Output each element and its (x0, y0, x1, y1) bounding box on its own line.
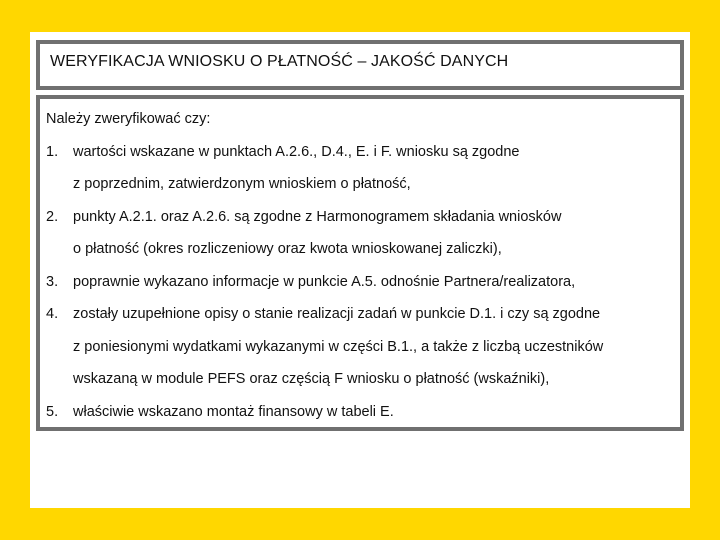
list-item-line: punkty A.2.1. oraz A.2.6. są zgodne z Harmonogramem składania wniosków (73, 208, 562, 225)
list-item-line: poprawnie wykazano informacje w punkcie A.5. odnośnie Partnera/realizatora, (73, 273, 576, 290)
list-item-line: z poniesionymi wydatkami wykazanymi w części B.1., a także z liczbą uczestników (73, 338, 604, 355)
list-item-line: o płatność (okres rozliczeniowy oraz kwota wnioskowanej zaliczki), (73, 241, 502, 257)
list-item-line: wskazaną w module PEFS oraz częścią F wniosku o płatność (wskaźniki), (73, 371, 550, 387)
list-item (46, 201, 676, 266)
list-item (46, 136, 676, 201)
list-item-number: 1. (46, 143, 59, 160)
intro-text: Należy zweryfikować czy: (46, 111, 211, 127)
title-box (36, 40, 684, 90)
list-item-line: właściwie wskazano montaż finansowy w tabeli E. (73, 403, 394, 420)
list-item-line: zostały uzupełnione opisy o stanie realizacji zadań w punkcie D.1. i czy są zgodne (73, 306, 601, 322)
list-item (46, 266, 676, 299)
list-item (46, 396, 676, 429)
list-item (46, 298, 676, 396)
list-item-number: 2. (46, 208, 59, 225)
content-box (36, 95, 684, 431)
list-item-number: 3. (46, 273, 59, 290)
list-item-number: 4. (46, 306, 59, 322)
list-item-line: wartości wskazane w punktach A.2.6., D.4., E. i F. wniosku są zgodne (73, 143, 520, 160)
list-item-number: 5. (46, 403, 59, 420)
content-text (46, 103, 676, 428)
list-item-line: z poprzednim, zatwierdzonym wnioskiem o płatność, (73, 176, 411, 192)
page-title: WERYFIKACJA WNIOSKU O PŁATNOŚĆ – JAKOŚĆ DANYCH (50, 53, 509, 70)
checklist (46, 136, 676, 429)
